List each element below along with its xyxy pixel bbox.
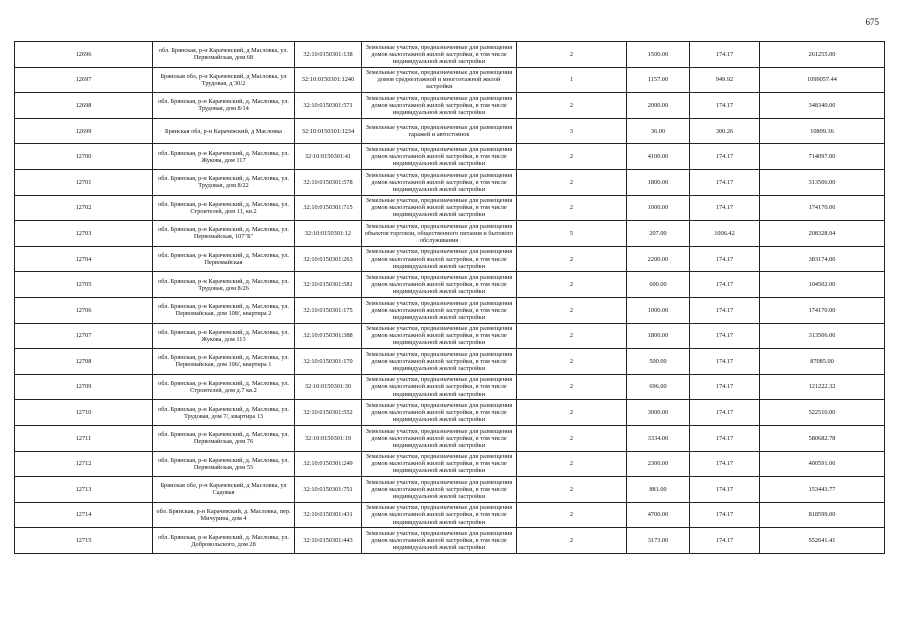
specific-value-cell: 174.17 (690, 400, 760, 426)
row-number-cell: 12706 (15, 297, 153, 323)
table-row (15, 118, 885, 144)
cadastral-value-cell: 522510.00 (760, 400, 885, 426)
table-row (15, 221, 885, 247)
permitted-use-cell: Земельные участки, предназначенные для размещения домов малоэтажной жилой застройки, в том числе индивидуальной жилой застройки (362, 297, 517, 323)
category-cell: 2 (517, 374, 627, 400)
area-cell: 1800.00 (627, 323, 690, 349)
row-number-cell: 12705 (15, 272, 153, 298)
category-cell: 5 (517, 221, 627, 247)
address-cell: обл. Брянская, р-н Карачевский, д. Масловка, ул. Жукова, дом 117 (153, 144, 295, 170)
area-cell: 1500.00 (627, 42, 690, 68)
cadastral-value-cell: 121222.32 (760, 374, 885, 400)
table-body (15, 42, 885, 554)
row-number-cell: 12704 (15, 246, 153, 272)
table-row (15, 42, 885, 68)
row-number-cell: 12702 (15, 195, 153, 221)
cadastral-number-cell: 32:10:0150301:175 (295, 297, 362, 323)
specific-value-cell: 949.92 (690, 67, 760, 93)
area-cell: 4700.00 (627, 502, 690, 528)
address-cell: обл. Брянская, р-н Карачевский, д. Масловка, ул. Первомайская (153, 246, 295, 272)
row-number-cell: 12713 (15, 477, 153, 503)
specific-value-cell: 174.17 (690, 374, 760, 400)
cadastral-value-cell: 818599.00 (760, 502, 885, 528)
cadastral-value-cell: 714097.00 (760, 144, 885, 170)
address-cell: обл. Брянская, р-н Карачевский, д. Масловка, ул. Первомайская, 107"Б" (153, 221, 295, 247)
permitted-use-cell: Земельные участки, предназначенные для размещения домов малоэтажной жилой застройки, в том числе индивидуальной жилой застройки (362, 246, 517, 272)
address-cell: Брянская обл, р-н Карачевский, д Масловка, ул Трудовая, д 30/2 (153, 67, 295, 93)
cadastral-number-cell: 32:10:0150301:30 (295, 374, 362, 400)
specific-value-cell: 174.17 (690, 93, 760, 119)
cadastral-number-cell: 32:10:0150301:1240 (295, 67, 362, 93)
cadastral-value-cell: 313506.00 (760, 169, 885, 195)
row-number-cell: 12700 (15, 144, 153, 170)
permitted-use-cell: Земельные участки, предназначенные для размещения домов малоэтажной жилой застройки, в том числе индивидуальной жилой застройки (362, 169, 517, 195)
specific-value-cell: 174.17 (690, 425, 760, 451)
category-cell: 2 (517, 42, 627, 68)
cadastral-number-cell: 32:10:0150301:12 (295, 221, 362, 247)
specific-value-cell: 174.17 (690, 451, 760, 477)
cadastral-value-cell: 1099057.44 (760, 67, 885, 93)
category-cell: 3 (517, 118, 627, 144)
permitted-use-cell: Земельные участки, предназначенные для размещения домов среднеэтажной и многоэтажной жилой застройки (362, 67, 517, 93)
cadastral-value-cell: 313506.00 (760, 323, 885, 349)
address-cell: обл. Брянская, р-н Карачевский, д. Масловка, ул. Первомайская, дом 76 (153, 425, 295, 451)
permitted-use-cell: Земельные участки, предназначенные для размещения домов малоэтажной жилой застройки, в том числе индивидуальной жилой застройки (362, 349, 517, 375)
table-row (15, 272, 885, 298)
address-cell: обл. Брянская, р-н Карачевский, д. Масловка, ул. Трудовая, дом 8/14 (153, 93, 295, 119)
area-cell: 3173.00 (627, 528, 690, 554)
cadastral-value-cell: 383174.00 (760, 246, 885, 272)
row-number-cell: 12701 (15, 169, 153, 195)
table-row (15, 144, 885, 170)
row-number-cell: 12707 (15, 323, 153, 349)
row-number-cell: 12712 (15, 451, 153, 477)
area-cell: 2300.00 (627, 451, 690, 477)
table-row (15, 502, 885, 528)
cadastral-value-cell: 552641.41 (760, 528, 885, 554)
category-cell: 2 (517, 144, 627, 170)
permitted-use-cell: Земельные участки, предназначенные для размещения домов малоэтажной жилой застройки, в том числе индивидуальной жилой застройки (362, 400, 517, 426)
permitted-use-cell: Земельные участки, предназначенные для размещения домов малоэтажной жилой застройки, в том числе индивидуальной жилой застройки (362, 502, 517, 528)
cadastral-value-cell: 174170.00 (760, 195, 885, 221)
table-row (15, 528, 885, 554)
cadastral-value-cell: 208328.94 (760, 221, 885, 247)
cadastral-value-cell: 10809.36 (760, 118, 885, 144)
table-row (15, 349, 885, 375)
area-cell: 1000.00 (627, 195, 690, 221)
row-number-cell: 12696 (15, 42, 153, 68)
cadastral-value-cell: 153443.77 (760, 477, 885, 503)
specific-value-cell: 174.17 (690, 272, 760, 298)
cadastral-number-cell: 32:10:0150301:715 (295, 195, 362, 221)
cadastral-number-cell: 32:10:0150301:571 (295, 93, 362, 119)
area-cell: 4100.00 (627, 144, 690, 170)
specific-value-cell: 300.26 (690, 118, 760, 144)
row-number-cell: 12697 (15, 67, 153, 93)
category-cell: 2 (517, 323, 627, 349)
area-cell: 36.00 (627, 118, 690, 144)
area-cell: 1800.00 (627, 169, 690, 195)
permitted-use-cell: Земельные участки, предназначенные для размещения домов малоэтажной жилой застройки, в том числе индивидуальной жилой застройки (362, 528, 517, 554)
specific-value-cell: 174.17 (690, 297, 760, 323)
cadastral-value-cell: 174170.00 (760, 297, 885, 323)
cadastral-value-cell: 400591.00 (760, 451, 885, 477)
row-number-cell: 12710 (15, 400, 153, 426)
area-cell: 881.00 (627, 477, 690, 503)
category-cell: 2 (517, 169, 627, 195)
table-row (15, 246, 885, 272)
row-number-cell: 12715 (15, 528, 153, 554)
permitted-use-cell: Земельные участки, предназначенные для размещения домов малоэтажной жилой застройки, в том числе индивидуальной жилой застройки (362, 323, 517, 349)
cadastral-number-cell: 32:10:0150301:41 (295, 144, 362, 170)
cadastral-number-cell: 32:10:0150301:138 (295, 42, 362, 68)
address-cell: обл. Брянская, р-н Карачевский, д. Масловка, ул. Трудовая, дом 8/22 (153, 169, 295, 195)
table-row (15, 67, 885, 93)
table-row (15, 425, 885, 451)
address-cell: обл. Брянская, р-н Карачевский, д. Масловка, пер. Мичурина, дом 4 (153, 502, 295, 528)
specific-value-cell: 174.17 (690, 528, 760, 554)
table-row (15, 374, 885, 400)
table-row (15, 323, 885, 349)
permitted-use-cell: Земельные участки, предназначенные для размещения домов малоэтажной жилой застройки, в том числе индивидуальной жилой застройки (362, 195, 517, 221)
table-row (15, 451, 885, 477)
area-cell: 3334.00 (627, 425, 690, 451)
area-cell: 2200.00 (627, 246, 690, 272)
specific-value-cell: 174.17 (690, 349, 760, 375)
address-cell: Брянская обл, р-н Карачевский, д Масловка, ул Садовая (153, 477, 295, 503)
address-cell: обл. Брянская, р-н Карачевский, д. Масловка, ул. Первомайская, дом 108/, квартира 2 (153, 297, 295, 323)
address-cell: Брянская обл, р-н Карачевский, д Масловка (153, 118, 295, 144)
page-number: 675 (865, 17, 879, 27)
cadastral-number-cell: 32:10:0150301:19 (295, 425, 362, 451)
table-row (15, 93, 885, 119)
area-cell: 207.00 (627, 221, 690, 247)
cadastral-value-cell: 104502.00 (760, 272, 885, 298)
area-cell: 2000.00 (627, 93, 690, 119)
table-row (15, 297, 885, 323)
category-cell: 2 (517, 297, 627, 323)
specific-value-cell: 1006.42 (690, 221, 760, 247)
specific-value-cell: 174.17 (690, 195, 760, 221)
row-number-cell: 12711 (15, 425, 153, 451)
address-cell: обл. Брянская, р-н Карачевский, д. Масловка, ул. Трудовая, дом 7/, квартира 13 (153, 400, 295, 426)
table-row (15, 169, 885, 195)
permitted-use-cell: Земельные участки, предназначенные для размещения домов малоэтажной жилой застройки, в том числе индивидуальной жилой застройки (362, 451, 517, 477)
address-cell: обл. Брянская, р-н Карачевский, д. Масловка, ул. Строителей, дом 11, кв.2 (153, 195, 295, 221)
category-cell: 2 (517, 272, 627, 298)
permitted-use-cell: Земельные участки, предназначенные для размещения объектов торговли, общественного питания и бытового обслуживания (362, 221, 517, 247)
specific-value-cell: 174.17 (690, 246, 760, 272)
row-number-cell: 12708 (15, 349, 153, 375)
cadastral-number-cell: 32:10:0150301:388 (295, 323, 362, 349)
table-row (15, 195, 885, 221)
cadastral-number-cell: 32:10:0150301:581 (295, 272, 362, 298)
permitted-use-cell: Земельные участки, предназначенные для размещения домов малоэтажной жилой застройки, в том числе индивидуальной жилой застройки (362, 374, 517, 400)
area-cell: 600.00 (627, 272, 690, 298)
cadastral-number-cell: 32:10:0150301:552 (295, 400, 362, 426)
specific-value-cell: 174.17 (690, 169, 760, 195)
category-cell: 2 (517, 195, 627, 221)
cadastral-number-cell: 32:10:0150301:443 (295, 528, 362, 554)
area-cell: 1157.00 (627, 67, 690, 93)
row-number-cell: 12714 (15, 502, 153, 528)
address-cell: обл. Брянская, р-н Карачевский, д. Масловка, ул. Строителей, дом д.7 кв.2 (153, 374, 295, 400)
table-row (15, 477, 885, 503)
specific-value-cell: 174.17 (690, 477, 760, 503)
permitted-use-cell: Земельные участки, предназначенные для размещения домов малоэтажной жилой застройки, в том числе индивидуальной жилой застройки (362, 93, 517, 119)
permitted-use-cell: Земельные участки, предназначенные для размещения гаражей и автостоянок (362, 118, 517, 144)
area-cell: 500.00 (627, 349, 690, 375)
row-number-cell: 12698 (15, 93, 153, 119)
area-cell: 3000.00 (627, 400, 690, 426)
category-cell: 2 (517, 502, 627, 528)
cadastral-number-cell: 32:10:0150301:249 (295, 451, 362, 477)
category-cell: 1 (517, 67, 627, 93)
category-cell: 2 (517, 528, 627, 554)
row-number-cell: 12703 (15, 221, 153, 247)
row-number-cell: 12709 (15, 374, 153, 400)
cadastral-number-cell: 32:10:0150301:1234 (295, 118, 362, 144)
address-cell: обл. Брянская, р-н Карачевский, д. Масловка, ул. Жукова, дом 113 (153, 323, 295, 349)
permitted-use-cell: Земельные участки, предназначенные для размещения домов малоэтажной жилой застройки, в том числе индивидуальной жилой застройки (362, 425, 517, 451)
specific-value-cell: 174.17 (690, 323, 760, 349)
area-cell: 696.00 (627, 374, 690, 400)
permitted-use-cell: Земельные участки, предназначенные для размещения домов малоэтажной жилой застройки, в том числе индивидуальной жилой застройки (362, 42, 517, 68)
cadastral-value-cell: 580682.78 (760, 425, 885, 451)
cadastral-number-cell: 32:10:0150301:578 (295, 169, 362, 195)
address-cell: обл. Брянская, р-н Карачевский, д. Масловка, ул. Первомайская, дом 106/, квартира 1 (153, 349, 295, 375)
permitted-use-cell: Земельные участки, предназначенные для размещения домов малоэтажной жилой застройки, в том числе индивидуальной жилой застройки (362, 477, 517, 503)
cadastral-number-cell: 32:10:0150301:263 (295, 246, 362, 272)
address-cell: обл. Брянская, р-н Карачевский, д. Масловка, ул. Первомайская, дом 55 (153, 451, 295, 477)
specific-value-cell: 174.17 (690, 502, 760, 528)
category-cell: 2 (517, 93, 627, 119)
permitted-use-cell: Земельные участки, предназначенные для размещения домов малоэтажной жилой застройки, в том числе индивидуальной жилой застройки (362, 272, 517, 298)
cadastral-number-cell: 32:10:0150301:431 (295, 502, 362, 528)
address-cell: обл. Брянская, р-н Карачевский, д. Масловка, ул. Добровольского, дом 28 (153, 528, 295, 554)
cadastral-number-cell: 32:10:0150301:751 (295, 477, 362, 503)
category-cell: 2 (517, 451, 627, 477)
cadastral-value-cell: 87085.00 (760, 349, 885, 375)
permitted-use-cell: Земельные участки, предназначенные для размещения домов малоэтажной жилой застройки, в том числе индивидуальной жилой застройки (362, 144, 517, 170)
category-cell: 2 (517, 349, 627, 375)
table-row (15, 400, 885, 426)
category-cell: 2 (517, 246, 627, 272)
category-cell: 2 (517, 400, 627, 426)
category-cell: 2 (517, 477, 627, 503)
cadastral-value-cell: 348340.00 (760, 93, 885, 119)
specific-value-cell: 174.17 (690, 42, 760, 68)
area-cell: 1000.00 (627, 297, 690, 323)
cadastral-value-cell: 261255.00 (760, 42, 885, 68)
row-number-cell: 12699 (15, 118, 153, 144)
address-cell: обл. Брянская, р-н Карачевский, д. Масловка, ул. Трудовая, дом 8/26 (153, 272, 295, 298)
category-cell: 2 (517, 425, 627, 451)
cadastral-number-cell: 32:10:0150301:170 (295, 349, 362, 375)
address-cell: обл. Брянская, р-н Карачевский, д Масловка, ул. Первомайская, дом 68 (153, 42, 295, 68)
land-registry-table (14, 41, 885, 554)
specific-value-cell: 174.17 (690, 144, 760, 170)
